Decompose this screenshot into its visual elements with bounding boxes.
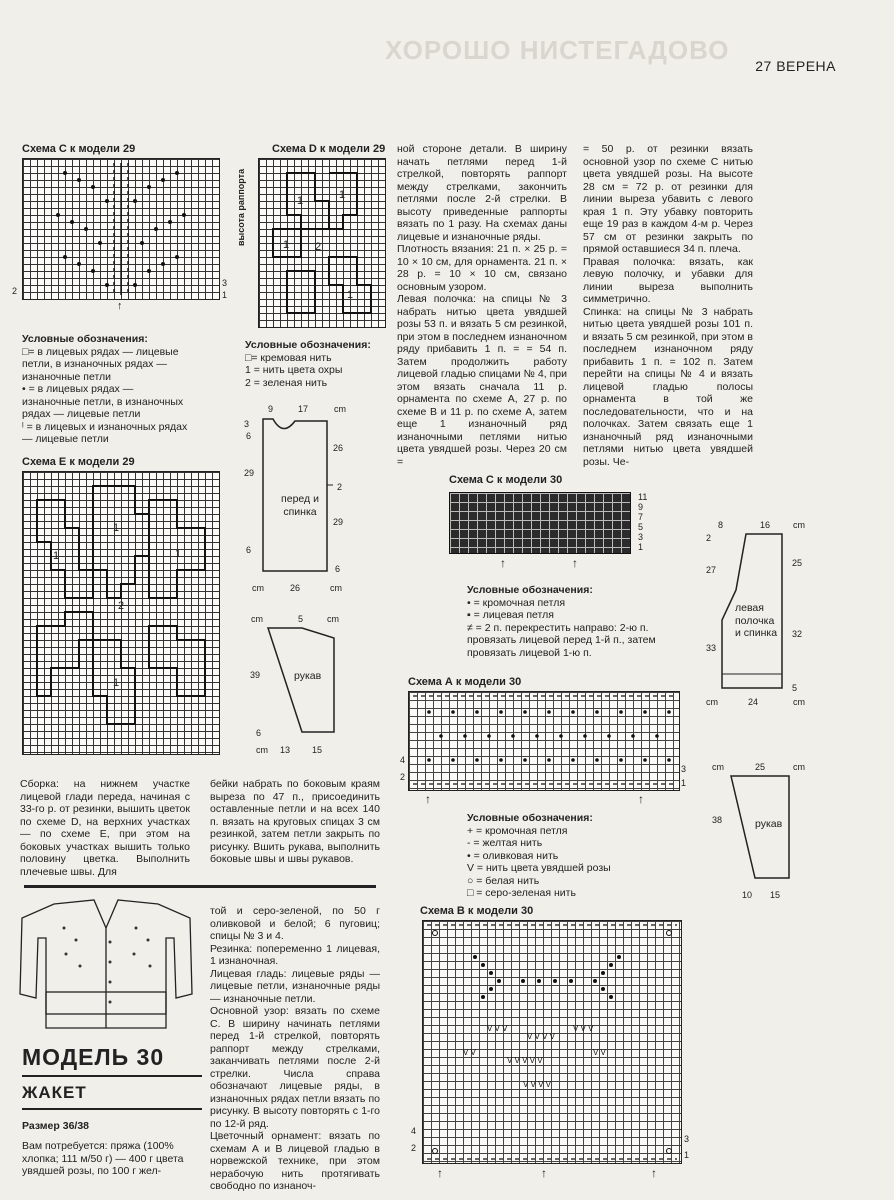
scheme-b30-right-row: 3 (684, 1134, 690, 1144)
sleeve29-bottom-num: 13 (280, 745, 291, 755)
legend-a30-item: ○ = белая нить (467, 874, 540, 887)
scheme-b30-grid (422, 920, 682, 1164)
sleeve29-bottom-num: cm (256, 745, 268, 755)
sleeve29-shape (262, 624, 342, 744)
paragraph: Резинка: попеременно 1 лицевая, 1 изнаночная. (210, 942, 380, 967)
legend-d-item: □= кремовая нить (245, 351, 332, 364)
materials-text: Вам потребуется: пряжа (100% хлопка; 111 м/50 г) — 400 г цвета увядшей розы, по 100 г жел- (22, 1140, 184, 1177)
pattern30-left-num: 27 (706, 565, 717, 575)
legend-c30-item: • = кромочная петля (467, 596, 566, 609)
assembly-text: Сборка: на нижнем участке лицевой глади переда, начиная с 33-го р. от резинки, вышить цветок по схеме D, на верхних участках — по схеме Е, при этом на боковых участках вышить только половину цветка. Выполнить плечевые швы. Для (20, 778, 190, 878)
scheme-c30-row: 7 (638, 512, 644, 522)
svg-text:V V V: V V V (573, 1024, 594, 1033)
scheme-e29-label: 1 (53, 550, 60, 562)
scheme-c30-row: 11 (638, 492, 648, 502)
arrow-up-icon: ↑ (651, 1166, 657, 1180)
legend-c30-item: ≠ = 2 п. перекрестить направо: 2-ю п. провязать лицевой перед 1-й п., затем провязать лицевой 1-ю п. (467, 621, 656, 659)
assembly-text-left (20, 778, 190, 878)
sleeve30-label: рукав (755, 818, 783, 830)
scheme-b30-left-row: 4 (411, 1126, 417, 1136)
paragraph: Лицевая гладь: лицевые ряды — лицевые петли, изнаночные ряды — изнаночные петли. (210, 967, 380, 1005)
svg-text:V V V V: V V V V (523, 1080, 552, 1089)
legend-a30-item: □ = серо-зеленая нить (467, 887, 576, 899)
scheme-d29-grid (258, 158, 386, 328)
scheme-a30-grid (408, 691, 680, 791)
sleeve30-bottom-num: 15 (770, 890, 781, 900)
scheme-c30-row: 3 (638, 532, 644, 542)
scheme-c30-row: 9 (638, 502, 644, 512)
scheme-c29-row: 1 (222, 290, 228, 300)
scheme-e29-title: Схема Е к модели 29 (22, 456, 135, 468)
sleeve30-bottom-num: 10 (742, 890, 753, 900)
assembly-text-right (210, 778, 380, 866)
svg-text:V V: V V (463, 1048, 476, 1057)
scheme-b30-title: Схема В к модели 30 (420, 905, 534, 917)
pattern29-right-num: 6 (335, 564, 341, 574)
sleeve30-top-num: cm (793, 762, 805, 772)
arrow-up-icon: ↑ (541, 1166, 547, 1180)
arrow-up-icon: ↑ (117, 300, 123, 312)
section-divider (24, 885, 376, 888)
paragraph: Левая полочка: на спицы № 3 набрать нитью цвета увядшей розы 53 п. и вязать 5 см резинкой, при этом в последнем изнаночном ряду прибавить 1 п. = = 54 п. Затем продолжить работу лицевой гладью спицами № 4, при этом вязать сначала 11 р. орнамента по схеме А, 27 р. по схеме В и 11 р. по схеме А, затем еще 1 изнаночный ряд изнаночными петлями нитью цвета увядшей розы. Через 20 см = (397, 293, 567, 468)
pattern30-right-num: 32 (792, 629, 803, 639)
scheme-d29-label: 2 (315, 241, 322, 253)
scheme-c30-grid (449, 492, 631, 554)
pattern29-bottom-num: cm (252, 583, 264, 593)
scheme-a30-right-row: 1 (681, 778, 687, 788)
text-column-4 (583, 143, 753, 468)
sleeve30-top-num: 25 (755, 762, 766, 772)
legend-a30-title: Условные обозначения: (467, 812, 593, 824)
legend-29-title: Условные обозначения: (22, 333, 148, 345)
pattern30-bottom-num: cm (793, 697, 805, 707)
pattern30-top-num: 8 (718, 520, 724, 530)
arrow-up-icon: ↑ (425, 792, 431, 806)
svg-text:V V V: V V V (487, 1024, 508, 1033)
legend-a30-item: V = нить цвета увядшей розы (467, 862, 611, 874)
pattern30-left-num: 2 (706, 533, 712, 543)
legend-c30 (467, 584, 657, 659)
pattern29-bottom-num: cm (330, 583, 342, 593)
sleeve29-top-num: cm (251, 614, 263, 624)
scheme-a30-left-row: 4 (400, 755, 406, 765)
legend-d-title: Условные обозначения: (245, 339, 371, 351)
scheme-e29-label: 1 (113, 522, 120, 534)
legend-29-item: • = в лицевых рядах — изнаночные петли, в изнаночных рядах — лицевые петли (22, 383, 184, 420)
scheme-c29-row: 3 (222, 278, 228, 288)
text-column-3 (397, 143, 567, 468)
pattern29-bottom-num: 26 (290, 583, 301, 593)
svg-text:V V V V V: V V V V V (507, 1056, 543, 1065)
scheme-e29-label: 1 (113, 677, 120, 689)
sleeve30-top-num: cm (712, 762, 724, 772)
legend-a30-item: - = желтая нить (467, 837, 543, 849)
paragraph: Спинка: на спицы № 3 набрать нитью цвета увядшей розы 101 п. и вязать 5 см резинкой, при этом в последнем изнаночном ряду прибавить 1 п. = 102 п. Затем перейти на спицы № 4 и вязать лицевой гладью полосы орнамента в той же последовательности, что и на полочках. Затем связать еще 1 изнаночный ряд изнаночными петлями нитью цвета увядшей розы. Че- (583, 305, 753, 468)
pattern29-left-num: 6 (246, 545, 252, 555)
pattern30-right-num: 5 (792, 683, 798, 693)
legend-c30-title: Условные обозначения: (467, 584, 593, 596)
pattern29-left-num: 3 (244, 419, 250, 429)
subtitle-underline (22, 1108, 202, 1110)
scheme-a30-title: Схема А к модели 30 (408, 676, 522, 688)
pattern30-label: левая полочка и спинка (735, 602, 778, 639)
scheme-a30-left-row: 2 (400, 772, 406, 782)
scheme-c30-row: 5 (638, 522, 644, 532)
scheme-e29-outline (23, 472, 219, 754)
pattern29-left-num: 29 (244, 468, 255, 478)
model-size: Размер 36/38 (22, 1120, 90, 1132)
paragraph: = 50 р. от резинки вязать основной узор по схеме С нитью цвета увядшей розы. На высоте 28 см = 72 р. от резинки для линии выреза убавить с левого края 1 п. Эту убавку повторить еще 19 раз в каждом 4-м р. Через 57 см от резинки закрыть по прямой оставшиеся 34 п. плеча. (583, 143, 753, 255)
arrow-up-icon: ↑ (437, 1166, 443, 1180)
pattern30-top-num: 16 (760, 520, 771, 530)
legend-d-item: 2 = зеленая нить (245, 376, 328, 389)
pattern29-top-num: cm (334, 404, 346, 414)
legend-29-item: ˡ = в лицевых и изнаночных рядах — лицевые петли (22, 420, 188, 445)
legend-d (245, 339, 395, 389)
scheme-b30-marks (423, 921, 681, 1163)
sleeve29-bottom-num: 15 (312, 745, 323, 755)
paragraph: Плотность вязания: 21 п. × 25 р. = 10 × 10 см, для орнамента. 21 п. × 28 р. = 10 × 10 см, связано основным узором. (397, 243, 567, 293)
scheme-a30-right-row: 3 (681, 764, 687, 774)
scheme-e29-label: 1 (175, 548, 182, 560)
pattern29-left-num: 6 (246, 431, 252, 441)
jacket-illustration (14, 898, 198, 1038)
model30-column (210, 905, 380, 1193)
title-underline (22, 1075, 202, 1077)
scheme-d29-label: 1 (347, 289, 354, 301)
svg-text:V V: V V (593, 1048, 606, 1057)
scheme-c29-side-label: высота раппорта (236, 168, 246, 246)
scheme-d29-outline (259, 159, 385, 327)
pattern29-right-num: 26 (333, 443, 344, 453)
assembly-text: бейки набрать по боковым краям выреза по 47 п., присоединить оставленные петли и на всех 140 п. вязать на круговых спицах 3 см резинкой, затем петли закрыть по рисунку. Вшить рукава, выполнить боковые швы и швы рукавов. (210, 778, 380, 865)
scheme-e29-grid (22, 471, 220, 755)
scheme-c29-dots (23, 159, 219, 299)
scheme-c30-row: 1 (638, 542, 644, 552)
paragraph: ной стороне детали. В ширину начать петлями перед 1-й стрелкой, повторять раппорт между стрелками, закончить петлями после 2-й стрелки. В высоту приведенные раппорты вязать по 1 разу. На схемах даны лицевые и изнаночные ряды. (397, 143, 567, 243)
legend-d-item: 1 = нить цвета охры (245, 364, 343, 376)
sleeve29-left-num: 39 (250, 670, 261, 680)
legend-a30-item: + = кромочная петля (467, 824, 568, 837)
paragraph: Основной узор: вязать по схеме С. В ширину начинать петлями перед 1-й стрелкой, повторять раппорт между стрелками, заканчивать петлями после 2-й стрелки. Числа справа обозначают лицевые ряды, в изнаночных рядах петли вязать по рисунку. В высоту повторять с 1-го по 12-й ряд. (210, 1005, 380, 1130)
scheme-b30-right-row: 1 (684, 1150, 690, 1160)
pattern29-label: перед и спинка (281, 493, 319, 518)
pattern29-right-num: 29 (333, 517, 344, 527)
pattern30-bottom-num: cm (706, 697, 718, 707)
paragraph: Цветочный орнамент: вязать по схемам А и В лицевой гладью в норвежской технике, при этом нерабочую нить протягивать свободно по изнаноч- (210, 1130, 380, 1192)
scheme-c30-title: Схема С к модели 30 (449, 474, 563, 486)
scheme-a30-marks (409, 692, 679, 790)
scheme-d29-title: Схема D к модели 29 (272, 143, 386, 155)
pattern30-bottom-num: 24 (748, 697, 759, 707)
scheme-c29-left-num: 2 (12, 286, 18, 296)
scheme-d29-label: 1 (339, 189, 346, 201)
pattern30-right-num: 25 (792, 558, 803, 568)
legend-a30 (467, 812, 657, 900)
scheme-c29-grid (22, 158, 220, 300)
arrow-up-icon: ↑ (572, 556, 578, 570)
scheme-d29-label: 1 (283, 239, 290, 251)
sleeve29-label: рукав (294, 670, 322, 682)
paragraph: Правая полочка: вязать, как левую полочку, и убавки для линии выреза выполнить симметрично. (583, 255, 753, 305)
legend-a30-item: • = оливковая нить (467, 849, 559, 862)
paragraph: той и серо-зеленой, по 50 г оливковой и белой; 6 пуговиц; спицы № 3 и 4. (210, 905, 380, 942)
arrow-up-icon: ↑ (500, 556, 506, 570)
legend-29-item: □= в лицевых рядах — лицевые петли, в изнаночных рядах — изнаночные петли (22, 345, 179, 383)
pattern29-right-num: 2 (337, 482, 343, 492)
scheme-d29-label: 1 (297, 195, 304, 207)
pattern30-left-num: 33 (706, 643, 717, 653)
pattern30-top-num: cm (793, 520, 805, 530)
pattern29-top-num: 17 (298, 404, 309, 414)
ghost-header: ХОРОШО НИСТЕГАДОВО (385, 35, 730, 65)
scheme-e29-label: 2 (118, 600, 125, 612)
pattern29-top-num: 9 (268, 404, 274, 414)
scheme-c29-title: Схема С к модели 29 (22, 143, 136, 155)
sleeve30-left-num: 38 (712, 815, 723, 825)
sleeve29-top-num: cm (327, 614, 339, 624)
sleeve29-left-num: 6 (256, 728, 262, 738)
model-title: МОДЕЛЬ 30 (22, 1044, 165, 1070)
page-header: 27 ВЕРЕНА (755, 58, 836, 74)
scheme-b30-left-row: 2 (411, 1143, 417, 1153)
model-subtitle: ЖАКЕТ (22, 1083, 87, 1102)
sleeve29-top-num: 5 (298, 614, 304, 624)
svg-text:V V V V: V V V V (527, 1032, 556, 1041)
legend-29 (22, 333, 192, 446)
arrow-up-icon: ↑ (638, 792, 644, 806)
legend-c30-item: ▪ = лицевая петля (467, 609, 554, 621)
